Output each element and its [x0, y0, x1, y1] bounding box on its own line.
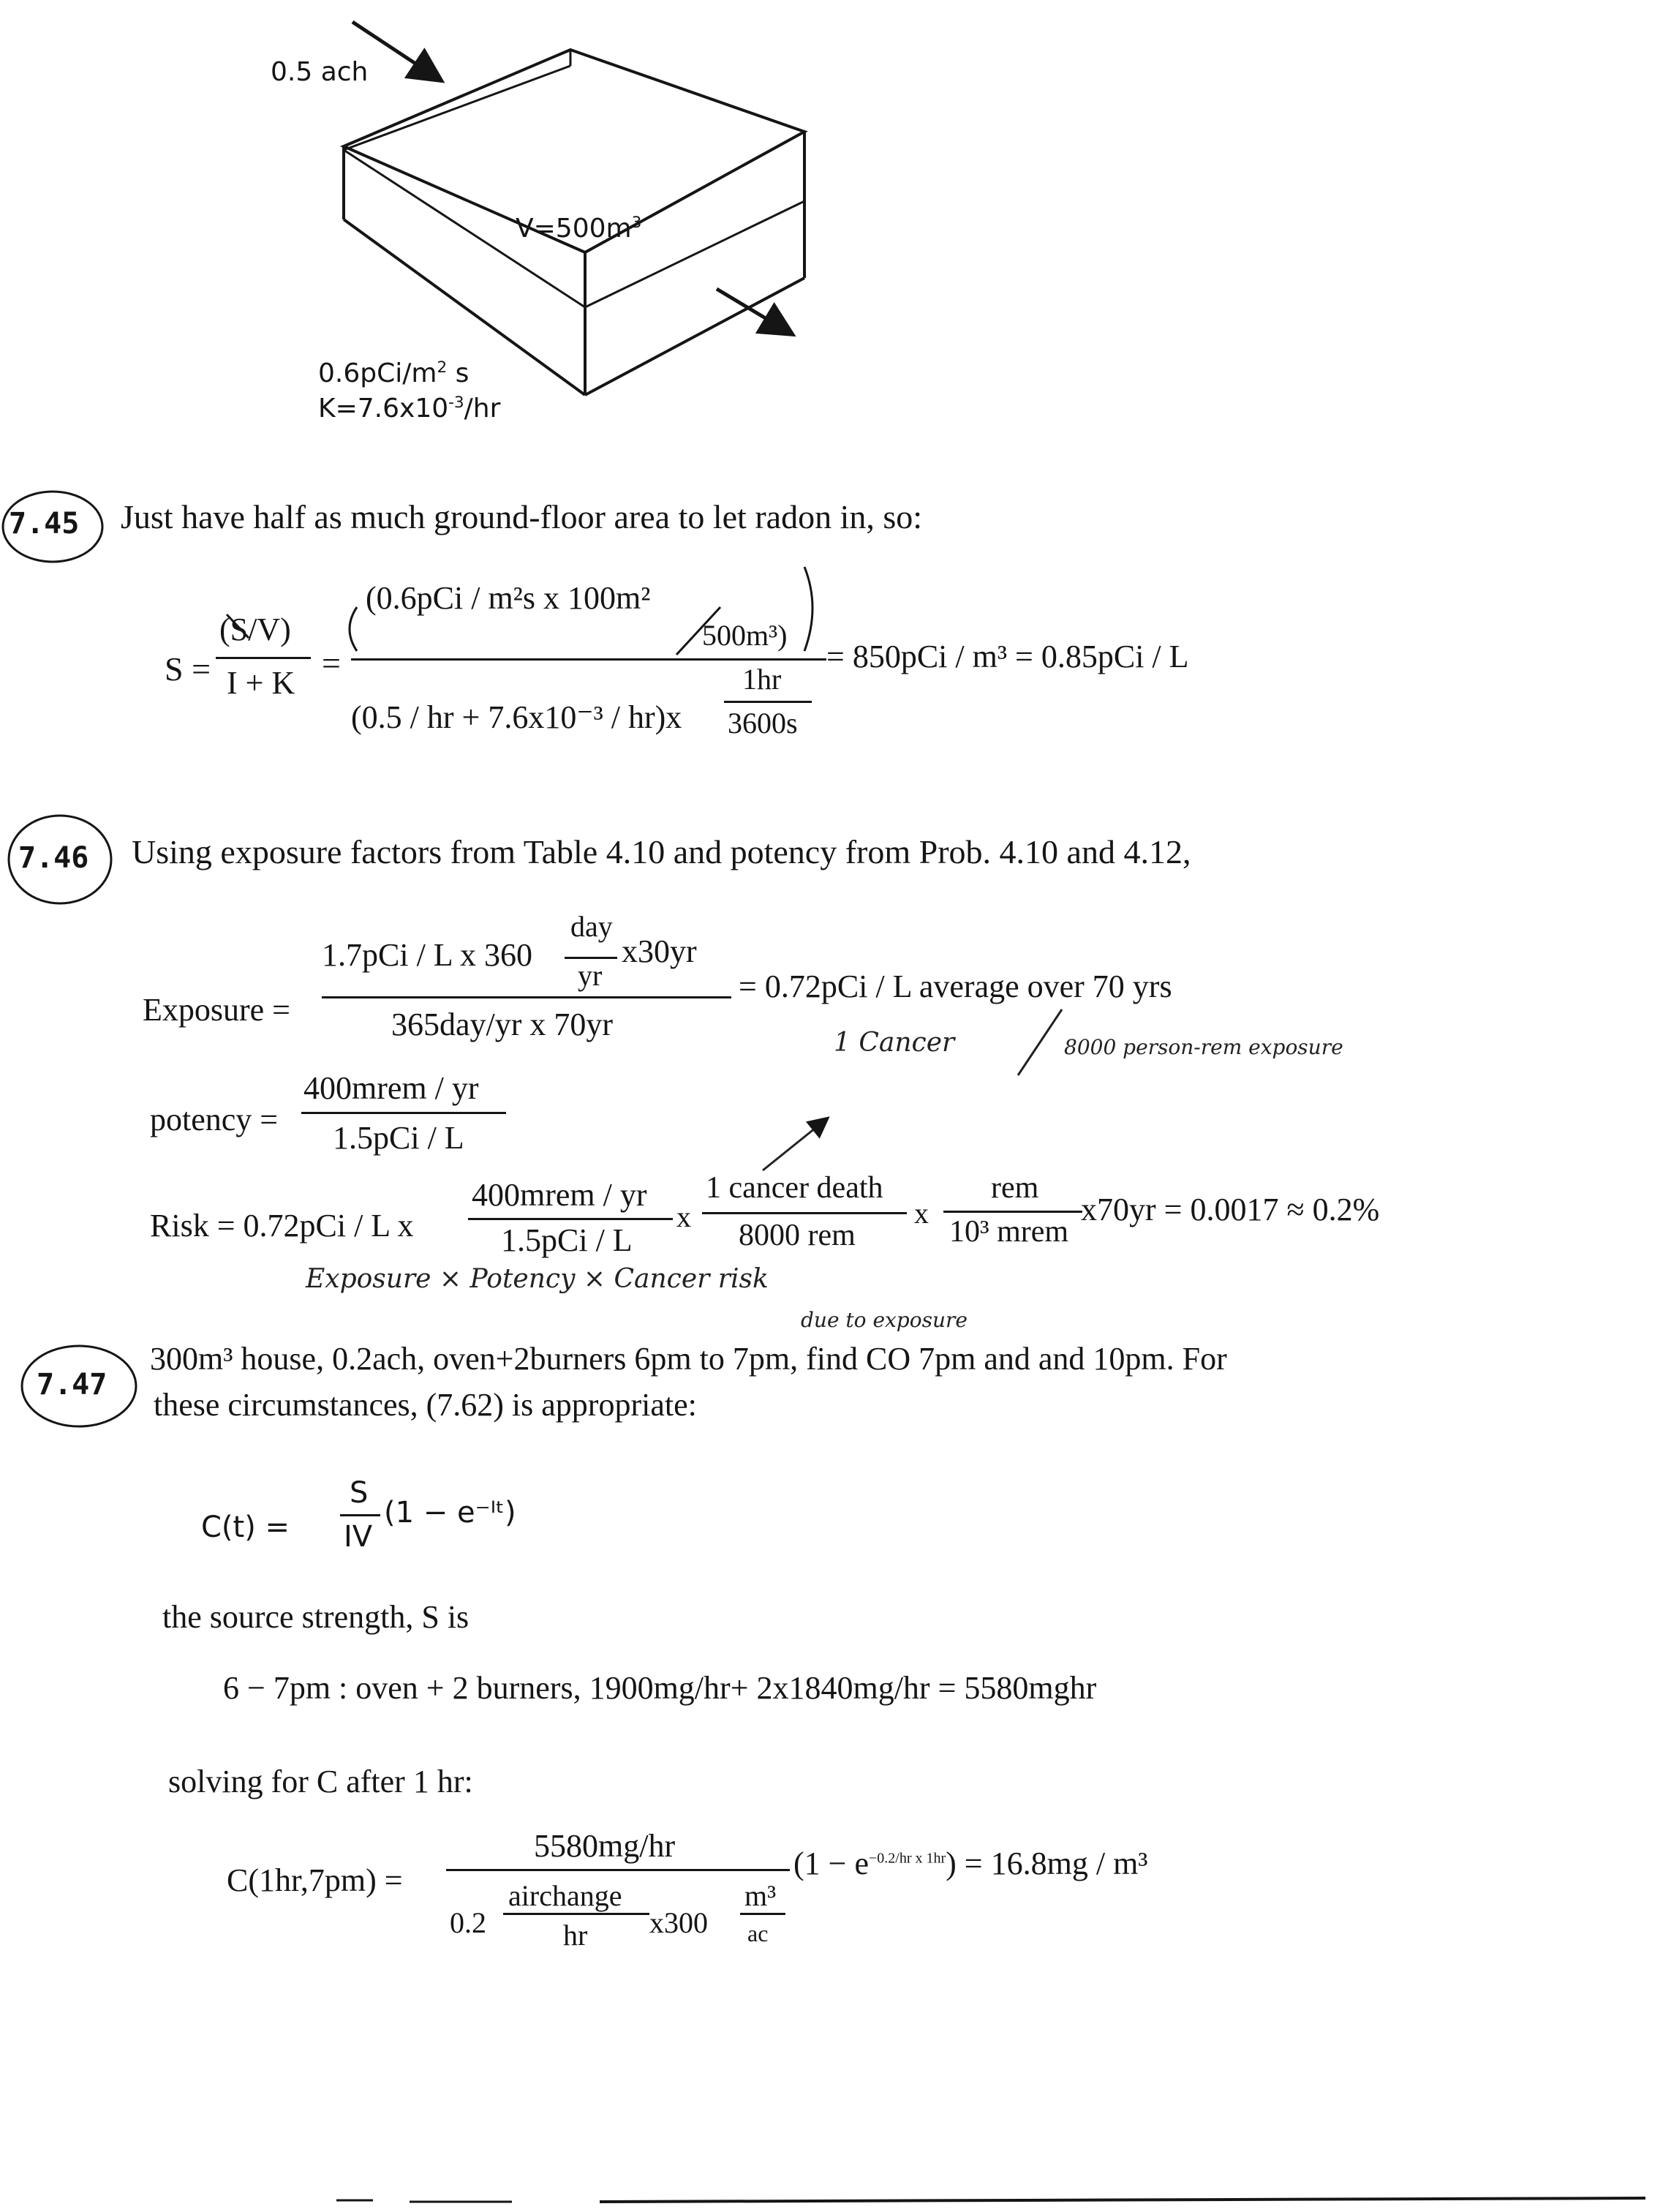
potency-numerator: 400mrem / yr: [303, 1070, 479, 1106]
outflow-arrow: [717, 289, 790, 333]
denominator-main: (0.5 / hr + 7.6x10⁻³ / hr)x: [351, 699, 682, 735]
c1-den-m3: m³: [744, 1879, 777, 1912]
exposure-denominator: 365day/yr x 70yr: [391, 1007, 614, 1042]
handwritten-cancer: 1 Cancer: [834, 1028, 955, 1058]
s-label: S =: [165, 650, 211, 688]
potency-denominator: 1.5pCi / L: [333, 1120, 464, 1156]
risk-factor3-num: rem: [991, 1171, 1039, 1205]
times-1: x: [676, 1200, 691, 1233]
c1-den-x300: x300: [649, 1906, 708, 1939]
c1-label: C(1hr,7pm) =: [227, 1862, 403, 1898]
problem-7-47-intro-line2: these circumstances, (7.62) is appropriate:: [154, 1387, 697, 1423]
exposure-result: = 0.72pCi / L average over 70 yrs: [739, 968, 1172, 1004]
ct-tail: (1 − e⁻ᴵᵗ): [384, 1496, 516, 1530]
c1-den-a: 0.2: [450, 1906, 486, 1939]
exposure-years: x30yr: [622, 933, 697, 969]
problem-7-45-intro: Just have half as much ground-floor area to let radon in, so:: [121, 498, 923, 535]
potency-label: potency =: [150, 1102, 279, 1137]
handwritten-caption-sub: due to exposure: [801, 1308, 968, 1332]
c1-den-ac: ac: [747, 1920, 769, 1946]
den-frac-bottom: 3600s: [728, 707, 798, 740]
s-over-v: (S/V): [219, 612, 291, 647]
handwritten-person-rem: 8000 person-rem exposure: [1064, 1035, 1343, 1059]
handwritten-caption: Exposure × Potency × Cancer risk: [306, 1264, 769, 1294]
risk-factor2-num: 1 cancer death: [706, 1171, 883, 1205]
numerator-main: (0.6pCi / m²s x 100m²: [366, 580, 651, 616]
den-frac-top: 1hr: [742, 663, 782, 696]
air-change-label: 0.5 ach: [271, 57, 369, 87]
solving-text: solving for C after 1 hr:: [168, 1764, 473, 1799]
risk-result: x70yr = 0.0017 ≈ 0.2%: [1081, 1192, 1380, 1227]
exposure-label: Exposure =: [143, 992, 290, 1028]
problem-number-7-46: 7.46: [18, 841, 89, 875]
problem-7-46-intro: Using exposure factors from Table 4.10 and potency from Prob. 4.10 and 4.12,: [132, 833, 1191, 870]
risk-factor3-den: 10³ mrem: [949, 1215, 1069, 1249]
annotation-arrow: [763, 1119, 826, 1170]
exposure-yr: yr: [578, 959, 603, 992]
problem-number-7-47: 7.47: [37, 1368, 108, 1402]
problem-number-7-45: 7.45: [9, 507, 80, 541]
times-2: x: [914, 1197, 929, 1230]
exposure-day: day: [570, 910, 613, 943]
risk-factor1-den: 1.5pCi / L: [501, 1222, 633, 1258]
risk-label: Risk = 0.72pCi / L x: [150, 1208, 414, 1244]
volume-label: $V=500m^3$: [516, 214, 642, 244]
c1-numerator: 5580mg/hr: [534, 1828, 676, 1864]
c1-den-hr: hr: [563, 1919, 588, 1952]
c1-tail: $(1 - e^{-0.2/hr x 1hr}) = 16.8mg / m^3$: [793, 1846, 1148, 1881]
source-equation: 6 − 7pm : oven + 2 burners, 1900mg/hr+ 2x1840mg/hr = 5580mghr: [223, 1670, 1097, 1706]
risk-factor2-den: 8000 rem: [739, 1219, 856, 1252]
numerator-volume: 500m³): [702, 619, 788, 652]
result-7-45: = 850pCi / m³ = 0.85pCi / L: [826, 639, 1189, 674]
decay-constant-label: $K=7.6x10^{-3}/hr$: [318, 394, 501, 424]
source-strength-text: the source strength, S is: [162, 1599, 470, 1635]
ct-label: C(t) =: [201, 1511, 290, 1544]
exposure-numerator: 1.7pCi / L x 360: [322, 937, 533, 973]
c1-den-airchange: airchange: [508, 1879, 622, 1912]
equals-sign: =: [322, 644, 341, 682]
risk-factor1-num: 400mrem / yr: [472, 1177, 647, 1213]
problem-7-47-intro-line1: 300m³ house, 0.2ach, oven+2burners 6pm to 7pm, find CO 7pm and and 10pm. For: [150, 1341, 1227, 1377]
i-plus-k: I + K: [227, 665, 295, 701]
ct-denominator: IV: [344, 1520, 373, 1554]
emission-rate-label: $0.6pCi/m^2$ s: [318, 358, 470, 388]
ct-numerator: S: [350, 1476, 369, 1510]
